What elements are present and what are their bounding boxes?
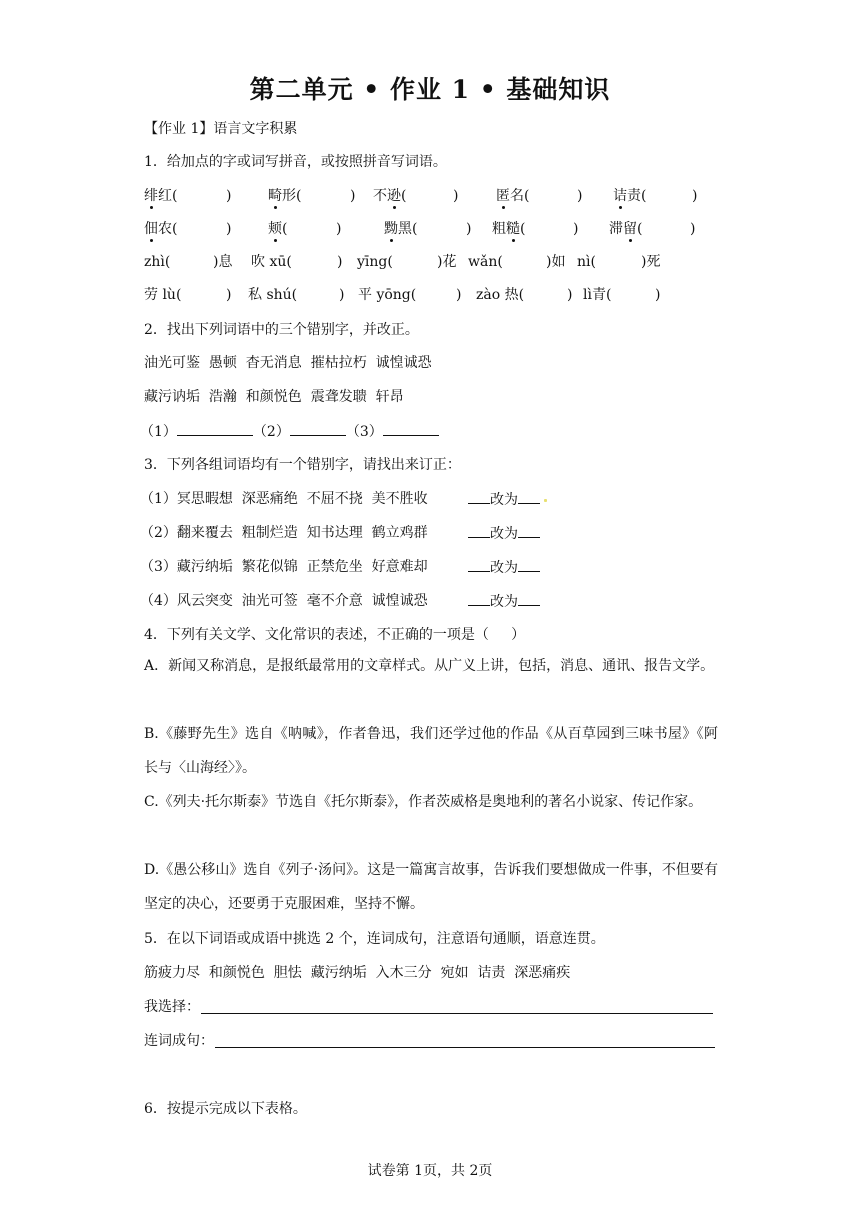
q3-item-3-answer: 改为 <box>468 557 540 578</box>
q5-sentence-label: 连词成句： <box>144 1033 214 1049</box>
q1-stem: 1．给加点的字或词写拼音，或按照拼音写词语。 <box>144 154 447 170</box>
q1-item: 粗糙( <box>492 221 526 237</box>
q1-item: 不逊( <box>373 188 407 204</box>
q3-stem: 3．下列各组词语均有一个错别字，请找出来订正： <box>144 457 461 473</box>
q1-pinyin-open: 吹 xū( <box>251 254 292 270</box>
q2-answer-2-blank[interactable] <box>290 421 346 436</box>
dotted-char: 留 <box>623 221 637 237</box>
dotted-char: 匿 <box>496 188 510 204</box>
q1-close: ) <box>350 188 356 204</box>
q1-pinyin-open: zhì( <box>144 254 171 270</box>
q2-answer-3-blank[interactable] <box>383 421 439 436</box>
dotted-char: 黝 <box>384 221 398 237</box>
q1-item: 佃农( <box>144 221 178 237</box>
q4-option-c: C.《列夫·托尔斯泰》节选自《托尔斯泰》，作者茨威格是奥地利的著名小说家、传记作家。 <box>144 794 703 810</box>
q1-pinyin-open: lì青( <box>583 287 612 303</box>
q1-pinyin-open: nì( <box>577 254 596 270</box>
dotted-char: 诘 <box>613 188 627 204</box>
q1-close: ) <box>336 221 342 237</box>
q1-pinyin-open: 私 shú( <box>248 287 298 303</box>
dotted-char: 佃 <box>144 221 158 237</box>
q3-item-1: （1）冥思暇想 深恶痛绝 不屈不挠 美不胜收 <box>140 491 428 507</box>
q1-pinyin-close: )息 <box>213 254 233 270</box>
q1-pinyin-close: )如 <box>546 254 566 270</box>
q3-item-2-answer: 改为 <box>468 523 540 544</box>
highlight-mark <box>544 499 547 502</box>
q3-item-4-correct-blank[interactable] <box>518 591 540 606</box>
q1-close: ) <box>453 188 459 204</box>
q3-item-2-correct-blank[interactable] <box>518 523 540 538</box>
q1-item: 绯红( <box>144 188 178 204</box>
dotted-char: 畸 <box>268 188 282 204</box>
q5-stem: 5．在以下词语或成语中挑选 2 个，连词成句，注意语句通顺，语意连贯。 <box>144 931 605 947</box>
q1-item: 滞留( <box>609 221 643 237</box>
q1-pinyin-close: ) <box>339 287 345 303</box>
q2-answer-3-label: （3） <box>345 424 383 440</box>
q5-choose-input-line[interactable] <box>201 1013 713 1014</box>
q1-item: 颊( <box>268 221 288 237</box>
q1-close: ) <box>226 221 232 237</box>
q1-pinyin-open: 平 yōng( <box>358 287 417 303</box>
q2-words-line1: 油光可鉴 愚顿 杳无消息 摧枯拉朽 诚惶诚恐 <box>144 355 432 371</box>
q3-item-4-wrong-blank[interactable] <box>468 591 490 606</box>
q4-stem: 4．下列有关文学、文化常识的表述，不正确的一项是（ ） <box>144 627 526 643</box>
q3-item-3: （3）藏污纳垢 繁花似锦 正禁危坐 好意难却 <box>140 559 428 575</box>
dotted-char: 逊 <box>387 188 401 204</box>
q3-item-3-wrong-blank[interactable] <box>468 557 490 572</box>
dotted-char: 颊 <box>268 221 282 237</box>
q2-stem: 2．找出下列词语中的三个错别字，并改正。 <box>144 322 419 338</box>
q1-item: 黝黑( <box>384 221 418 237</box>
q2-answer-1-label: （1） <box>140 424 177 440</box>
q1-close: ) <box>226 188 232 204</box>
page-footer: 试卷第 1页，共 2页 <box>367 1163 493 1179</box>
q1-close: ) <box>466 221 472 237</box>
q5-sentence-input-line[interactable] <box>215 1047 715 1048</box>
q6-stem: 6．按提示完成以下表格。 <box>144 1101 307 1117</box>
q1-pinyin-close: ) <box>655 287 661 303</box>
q3-item-4: （4）风云突变 油光可签 毫不介意 诚惶诚恐 <box>140 593 428 609</box>
page-title: 第二单元 • 作业 1 • 基础知识 <box>249 75 611 104</box>
q4-option-a: A．新闻又称消息，是报纸最常用的文章样式。从广义上讲，包括，消息、通讯、报告文学。 <box>144 658 715 674</box>
q1-pinyin-open: yīng( <box>357 254 393 270</box>
q1-item: 诘责( <box>613 188 647 204</box>
q1-close: ) <box>692 188 698 204</box>
q3-item-1-correct-blank[interactable] <box>518 489 540 504</box>
q5-choose-label: 我选择： <box>144 999 200 1015</box>
q1-close: ) <box>577 188 583 204</box>
q3-item-4-answer: 改为 <box>468 591 540 612</box>
q1-pinyin-close: ) <box>567 287 573 303</box>
q1-pinyin-open: wǎn( <box>468 254 503 270</box>
q1-item: 畸形( <box>268 188 302 204</box>
q2-answer-line <box>140 421 439 442</box>
section-heading: 【作业 1】语言文字积累 <box>144 121 298 137</box>
q2-answer-2-label: （2） <box>252 424 290 440</box>
q1-pinyin-close: ) <box>226 287 232 303</box>
q2-answer-1-blank[interactable] <box>177 421 253 436</box>
q3-item-2: （2）翻来覆去 粗制烂造 知书达理 鹤立鸡群 <box>140 525 428 541</box>
dotted-char: 糙 <box>506 221 520 237</box>
q1-pinyin-close: )死 <box>641 254 661 270</box>
q4-option-d: D.《愚公移山》选自《列子·汤问》。这是一篇寓言故事，告诉我们要想做成一件事，不但要有坚定的决心，还要勇于克服困难，坚持不懈。 <box>144 862 718 912</box>
q1-item: 匿名( <box>496 188 530 204</box>
q1-pinyin-close: )花 <box>437 254 457 270</box>
q3-item-2-wrong-blank[interactable] <box>468 523 490 538</box>
q1-close: ) <box>573 221 579 237</box>
q1-close: ) <box>690 221 696 237</box>
q2-words-line2: 藏污讷垢 浩瀚 和颜悦色 震聋发聩 轩昂 <box>144 389 404 405</box>
q1-pinyin-close: ) <box>456 287 462 303</box>
q4-option-b: B.《藤野先生》选自《呐喊》，作者鲁迅，我们还学过他的作品《从百草园到三味书屋》《阿长与〈山海经〉》。 <box>144 726 718 776</box>
q5-word-list: 筋疲力尽 和颜悦色 胆怯 藏污纳垢 入木三分 宛如 诘责 深恶痛疾 <box>144 965 571 981</box>
q1-pinyin-close: ) <box>337 254 343 270</box>
q3-item-1-wrong-blank[interactable] <box>468 489 490 504</box>
q3-item-3-correct-blank[interactable] <box>518 557 540 572</box>
q3-item-1-answer: 改为 <box>468 489 540 510</box>
q1-pinyin-open: 劳 lù( <box>144 287 182 303</box>
dotted-char: 绯 <box>144 188 158 204</box>
q1-pinyin-open: zào 热( <box>476 287 525 303</box>
